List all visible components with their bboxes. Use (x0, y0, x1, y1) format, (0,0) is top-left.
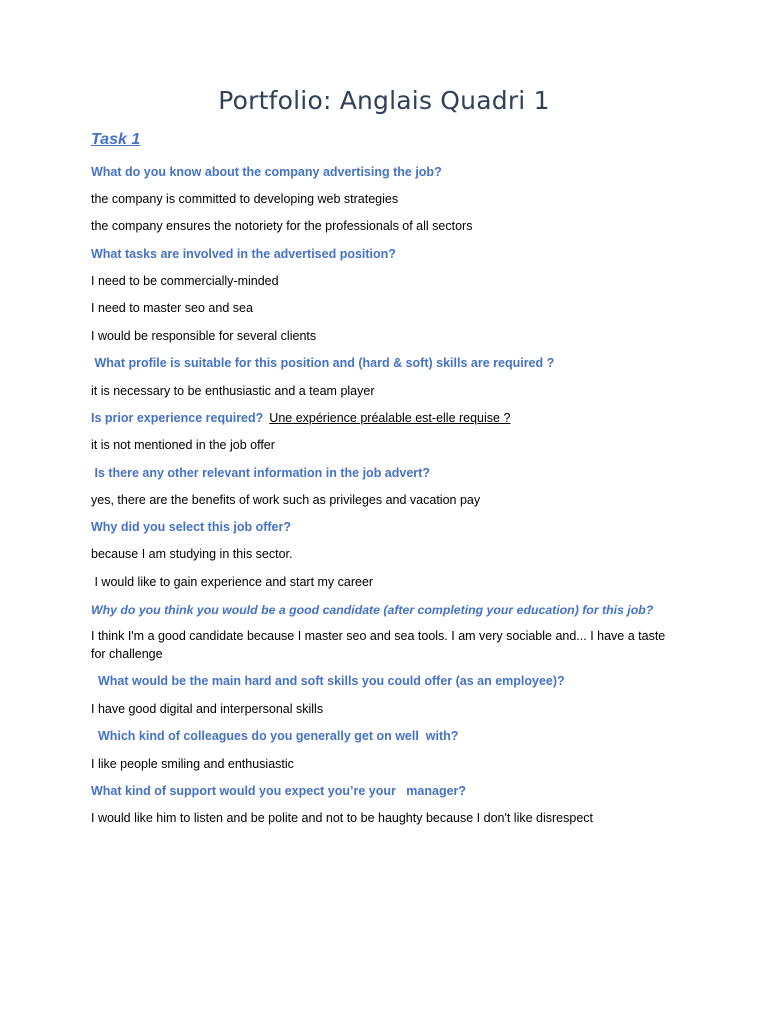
question-1: What do you know about the company advertising the job? (91, 165, 442, 179)
question-7: Why do you think you would be a good candidate (after completing your education) for this job? (91, 603, 654, 617)
page-title: Portfolio: Anglais Quadri 1 (218, 86, 550, 115)
question-10: What kind of support would you expect you’re your manager? (91, 784, 467, 798)
question-4: Is prior experience required? (91, 411, 264, 425)
answer-7: I think I'm a good candidate because I master seo and sea tools. I am very sociable and... I have a taste for challenge (91, 629, 666, 661)
answer-6a: because I am studying in this sector. (91, 547, 293, 561)
answer-9: I like people smiling and enthusiastic (91, 757, 294, 771)
question-8: What would be the main hard and soft skills you could offer (as an employee)? (91, 674, 565, 688)
question-2: What tasks are involved in the advertised position? (91, 247, 396, 261)
answer-3: it is necessary to be enthusiastic and a team player (91, 384, 375, 398)
answer-8: I have good digital and interpersonal skills (91, 702, 324, 716)
answer-2b: I need to master seo and sea (91, 301, 253, 315)
answer-10: I would like him to listen and be polite and not to be haughty because I don't like disrespect (91, 811, 594, 825)
answer-6b: I would like to gain experience and start my career (91, 575, 374, 589)
answer-5: yes, there are the benefits of work such as privileges and vacation pay (91, 493, 481, 507)
question-9: Which kind of colleagues do you generally get on well with? (91, 729, 459, 743)
question-3: What profile is suitable for this position and (hard & soft) skills are required ? (91, 356, 555, 370)
answer-1b: the company ensures the notoriety for the professionals of all sectors (91, 219, 473, 233)
question-4-row (91, 409, 671, 427)
task-heading: Task 1 (91, 131, 141, 148)
question-5: Is there any other relevant information in the job advert? (91, 466, 430, 480)
answer-1a: the company is committed to developing web strategies (91, 192, 399, 206)
question-4-french: Une expérience préalable est-elle requise ? (269, 411, 511, 425)
answer-2c: I would be responsible for several clients (91, 329, 317, 343)
answer-4: it is not mentioned in the job offer (91, 438, 275, 452)
question-6: Why did you select this job offer? (91, 520, 292, 534)
answer-2a: I need to be commercially-minded (91, 274, 279, 288)
